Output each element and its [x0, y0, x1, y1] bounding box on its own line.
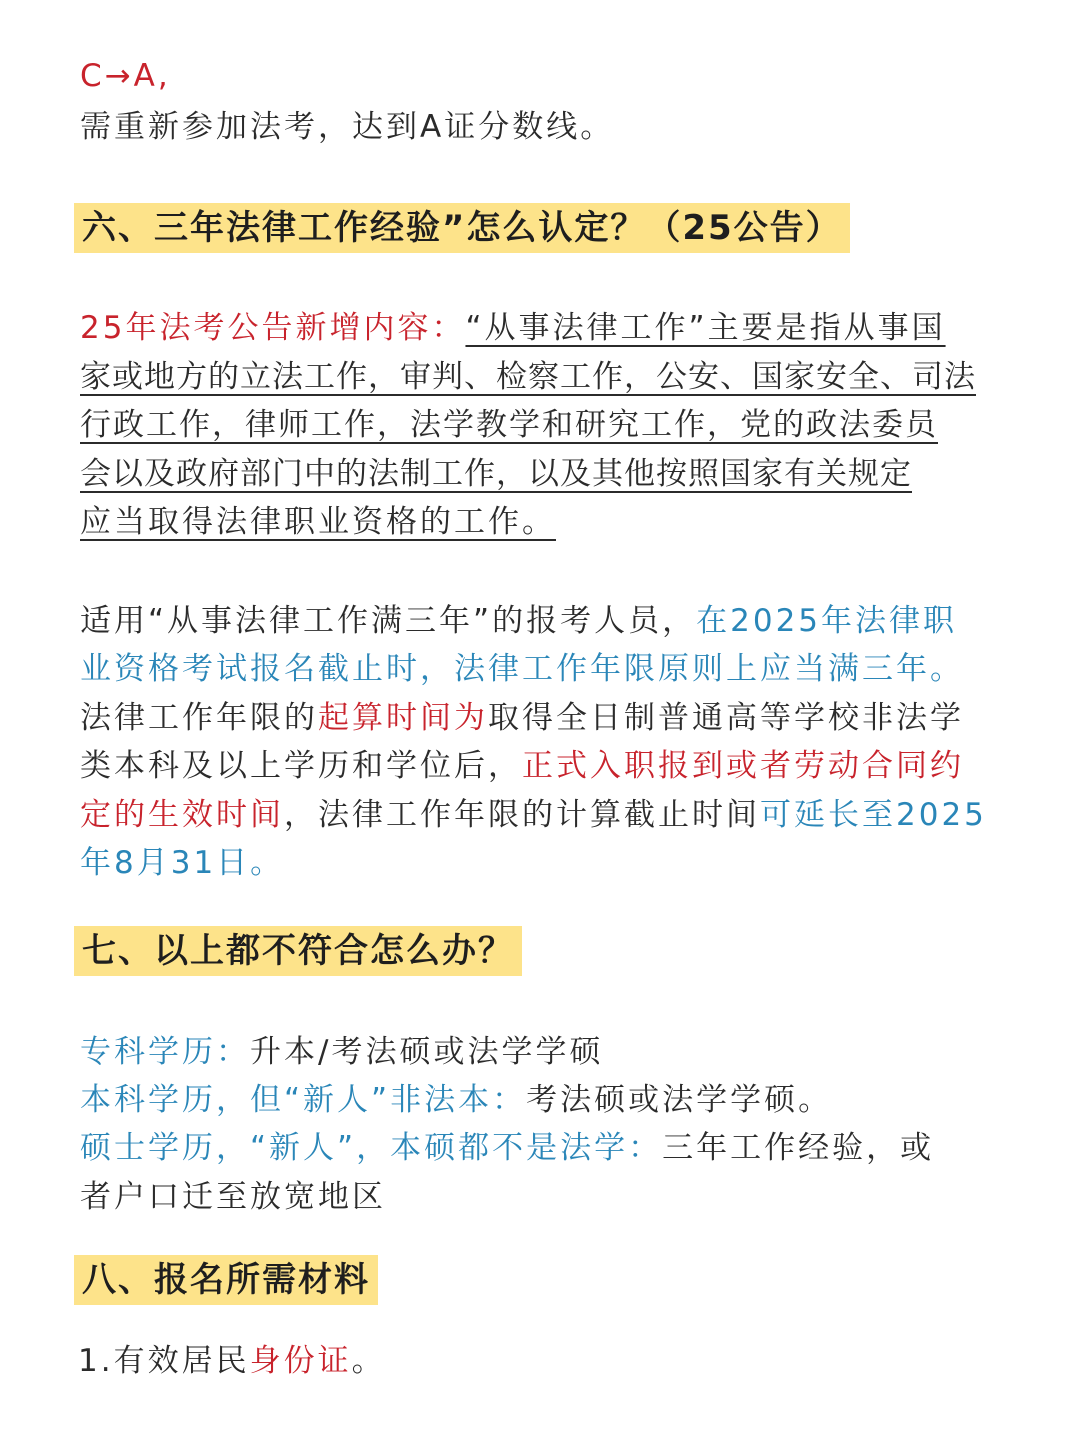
- section-7-row-3: [80, 1124, 934, 1172]
- section-7-row-1: [80, 1028, 603, 1076]
- underlined-text: 会以及政府部门中的法制工作，以及其他按照国家有关规定: [80, 456, 912, 492]
- item-text: 。: [351, 1343, 386, 1379]
- text-run-red: 起算时间为: [318, 700, 488, 736]
- row-label: 专科学历：: [80, 1034, 250, 1070]
- row-label: 硕士学历，“新人”，本硕都不是法学：: [80, 1130, 663, 1166]
- text-run: 适用“从事法律工作满三年”的报考人员，: [80, 603, 697, 639]
- underlined-text: 行政工作，律师工作，法学教学和研究工作，党的政法委员: [80, 407, 938, 443]
- section-6-para1-line5: [80, 498, 556, 546]
- section-6-para2-line5: [80, 791, 987, 839]
- section-6-para2-line6: 年8月31日。: [80, 845, 285, 881]
- row-text: 考法硕或法学学硕。: [526, 1082, 833, 1118]
- section-6-para2-line1: [80, 597, 957, 645]
- text-run: 类本科及以上学历和学位后，: [80, 748, 522, 784]
- section-6-para1-line1: [80, 304, 946, 352]
- section-6-para2-line4: [80, 742, 964, 790]
- underlined-text: 应当取得法律职业资格的工作。: [80, 504, 556, 540]
- section-7-heading: 七、以上都不符合怎么办？: [74, 926, 522, 976]
- item-text: 1.有效居民: [78, 1343, 250, 1379]
- underlined-text: 家或地方的立法工作，审判、检察工作，公安、国家安全、司法: [80, 359, 976, 395]
- text-run: 取得全日制普通高等学校非法学: [488, 700, 964, 736]
- underlined-text: “从事法律工作”主要是指从事国: [465, 310, 946, 346]
- text-run-blue: 在2025年法律职: [696, 603, 958, 639]
- text-run-red: 定的生效时间: [80, 797, 284, 833]
- text-run: ，法律工作年限的计算截止时间: [284, 797, 760, 833]
- section-8-item-1: [78, 1337, 386, 1385]
- section-7-row-4: 者户口迁至放宽地区: [80, 1179, 386, 1215]
- intro-line-2: 需重新参加法考，达到A证分数线。: [80, 109, 615, 145]
- section-6-para1-line2: [80, 353, 976, 401]
- text-run-red: 正式入职报到或者劳动合同约: [522, 748, 964, 784]
- section-8-heading: 八、报名所需材料: [74, 1255, 378, 1305]
- section-6-para1-line3: [80, 401, 938, 449]
- item-text-red: 身份证: [249, 1343, 352, 1379]
- section-7-row-2: [80, 1076, 832, 1124]
- intro-line-1: C→A,: [80, 58, 171, 94]
- section-6-heading: 六、三年法律工作经验”怎么认定？（25公告）: [74, 203, 850, 253]
- row-text: 三年工作经验，或: [662, 1130, 935, 1166]
- section-6-para2-line3: [80, 694, 964, 742]
- row-text: 升本/考法硕或法学学硕: [250, 1034, 604, 1070]
- section-6-para2-line2: 业资格考试报名截止时，法律工作年限原则上应当满三年。: [80, 651, 964, 687]
- row-label: 本科学历，但“新人”非法本：: [80, 1082, 527, 1118]
- text-run: 法律工作年限的: [80, 700, 318, 736]
- section-6-para1-line4: [80, 450, 912, 498]
- text-run-blue: 可延长至2025: [760, 797, 987, 833]
- new-content-label: 25年法考公告新增内容：: [80, 310, 466, 346]
